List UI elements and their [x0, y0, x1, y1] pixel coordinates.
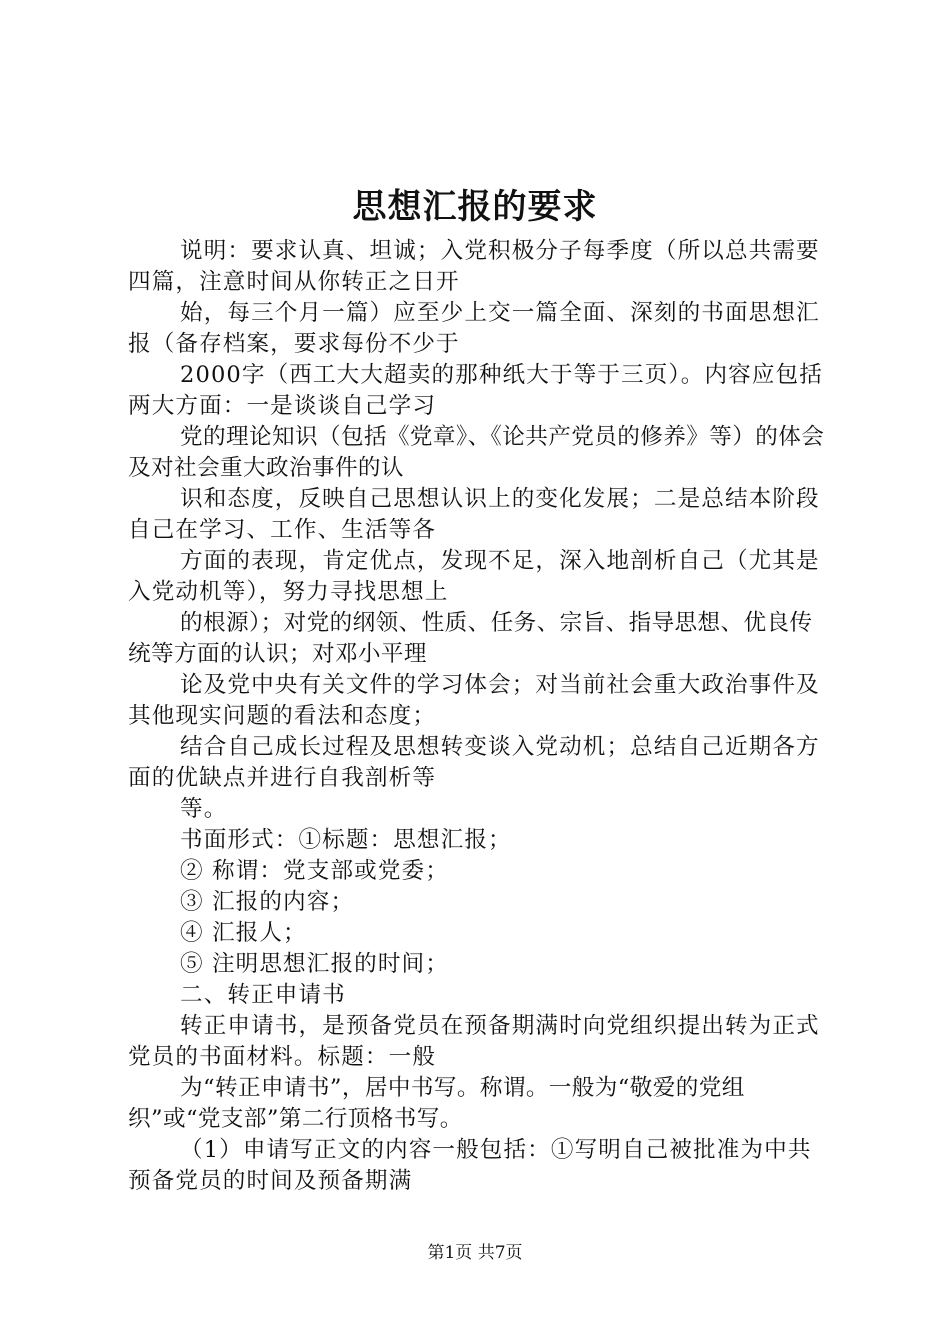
body-line: ⑤ 注明思想汇报的时间；	[180, 951, 449, 977]
body-paragraph: 的根源）；对党的纲领、性质、任务、宗旨、指导思想、优良传统等方面的认识；对邓小平理	[128, 610, 813, 667]
section-heading: 二、转正申请书	[180, 982, 346, 1008]
body-paragraph: 2000字（西工大大超卖的那种纸大于等于三页）。内容应包括两大方面：一是谈谈自己学习	[128, 362, 823, 419]
body-paragraph: 始，每三个月一篇）应至少上交一篇全面、深刻的书面思想汇报（备存档案，要求每份不少于	[128, 300, 820, 357]
body-paragraph: 党的理论知识（包括《党章》、《论共产党员的修养》等）的体会及对社会重大政治事件的认	[128, 424, 825, 481]
document-title: 思想汇报的要求	[352, 187, 598, 227]
document-body	[128, 236, 832, 1197]
body-paragraph: 识和态度，反映自己思想认识上的变化发展；二是总结本阶段自己在学习、工作、生活等各	[128, 486, 820, 543]
body-line: 等。	[180, 796, 228, 822]
body-line: 书面形式：①标题：思想汇报；	[180, 827, 512, 853]
body-paragraph: 结合自己成长过程及思想转变谈入党动机；总结自己近期各方面的优缺点并进行自我剖析等	[128, 734, 820, 791]
body-paragraph: 为“转正申请书”，居中书写。称谓。一般为“敬爱的党组织”或“党支部”第二行顶格书写。	[128, 1075, 745, 1132]
body-paragraph: （1）申请写正文的内容一般包括：①写明自己被批准为中共预备党员的时间及预备期满	[128, 1137, 812, 1194]
body-line: ④ 汇报人；	[180, 920, 307, 946]
body-line: ③ 汇报的内容；	[180, 889, 355, 915]
body-line: ② 称谓：党支部或党委；	[180, 858, 449, 884]
body-paragraph: 论及党中央有关文件的学习体会；对当前社会重大政治事件及其他现实问题的看法和态度；	[128, 672, 820, 729]
body-paragraph: 方面的表现，肯定优点，发现不足，深入地剖析自己（尤其是入党动机等），努力寻找思想上	[128, 548, 820, 605]
page-number: 第1页 共7页	[427, 1243, 523, 1263]
body-paragraph: 转正申请书，是预备党员在预备期满时向党组织提出转为正式党员的书面材料。标题：一般	[128, 1013, 820, 1070]
body-paragraph: 说明：要求认真、坦诚；入党积极分子每季度（所以总共需要四篇，注意时间从你转正之日开	[128, 238, 820, 295]
